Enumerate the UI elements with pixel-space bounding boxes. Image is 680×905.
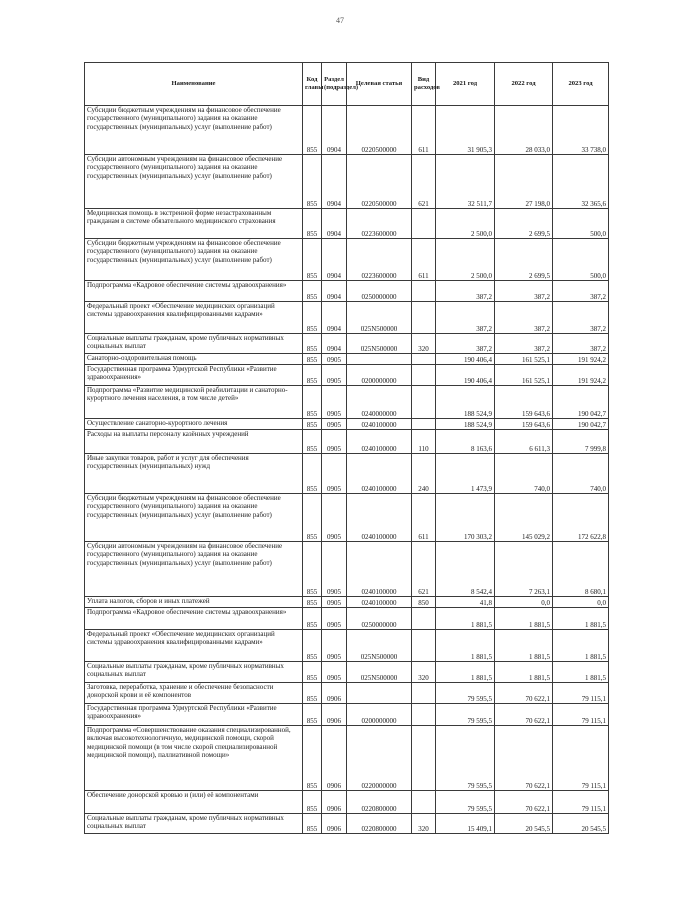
row-2022: 1 881,5 — [495, 608, 553, 630]
table-row — [85, 386, 609, 419]
row-2021: 8 542,4 — [436, 542, 495, 597]
row-name: Подпрограмма «Кадровое обеспечение системы здравоохранения» — [85, 281, 303, 302]
row-name: Социальные выплаты гражданам, кроме публичных нормативных социальных выплат — [85, 662, 303, 683]
table-row — [85, 494, 609, 542]
table-row — [85, 354, 609, 365]
row-section: 0904 — [322, 106, 347, 155]
row-code: 855 — [303, 281, 322, 302]
row-2021: 2 500,0 — [436, 209, 495, 239]
row-2022: 387,2 — [495, 302, 553, 334]
row-exp-type: 611 — [412, 106, 436, 155]
row-code: 855 — [303, 704, 322, 726]
row-2023: 7 999,8 — [553, 430, 609, 454]
row-exp-type: 240 — [412, 454, 436, 494]
row-article: 0240100000 — [347, 494, 412, 542]
row-2023: 1 881,5 — [553, 662, 609, 683]
row-name: Социальные выплаты гражданам, кроме публичных нормативных социальных выплат — [85, 814, 303, 834]
row-article: 0220500000 — [347, 106, 412, 155]
row-article: 0223600000 — [347, 239, 412, 281]
row-article: 025N500000 — [347, 302, 412, 334]
row-section: 0905 — [322, 419, 347, 430]
row-2021: 2 500,0 — [436, 239, 495, 281]
row-name: Государственная программа Удмуртской Республики «Развитие здравоохранения» — [85, 365, 303, 386]
table-row — [85, 662, 609, 683]
row-2022: 159 643,6 — [495, 419, 553, 430]
row-2023: 190 042,7 — [553, 386, 609, 419]
row-code: 855 — [303, 155, 322, 209]
row-exp-type — [412, 726, 436, 791]
row-2023: 191 924,2 — [553, 365, 609, 386]
row-2023: 500,0 — [553, 209, 609, 239]
row-section: 0905 — [322, 365, 347, 386]
table-row — [85, 726, 609, 791]
table-row — [85, 630, 609, 662]
row-2021: 1 881,5 — [436, 662, 495, 683]
row-2022: 2 699,5 — [495, 239, 553, 281]
table-row — [85, 155, 609, 209]
row-2022: 20 545,5 — [495, 814, 553, 834]
header-section: Раздел (подраздел) — [322, 63, 347, 106]
row-section: 0904 — [322, 155, 347, 209]
row-2022: 387,2 — [495, 334, 553, 354]
row-name: Государственная программа Удмуртской Республики «Развитие здравоохранения» — [85, 704, 303, 726]
row-2023: 1 881,5 — [553, 608, 609, 630]
row-code: 855 — [303, 239, 322, 281]
row-name: Подпрограмма «Развитие медицинской реабилитации и санаторно-курортного лечения населения, в том числе детей» — [85, 386, 303, 419]
row-article: 0240100000 — [347, 542, 412, 597]
row-code: 855 — [303, 430, 322, 454]
row-article: 0220800000 — [347, 814, 412, 834]
row-2021: 188 524,9 — [436, 419, 495, 430]
row-exp-type — [412, 683, 436, 704]
row-2021: 190 406,4 — [436, 365, 495, 386]
row-2023: 387,2 — [553, 281, 609, 302]
row-2023: 79 115,1 — [553, 726, 609, 791]
row-code: 855 — [303, 726, 322, 791]
table-row — [85, 302, 609, 334]
row-2021: 170 303,2 — [436, 494, 495, 542]
row-code: 855 — [303, 791, 322, 814]
row-section: 0904 — [322, 209, 347, 239]
row-2022: 161 525,1 — [495, 354, 553, 365]
row-2022: 70 622,1 — [495, 704, 553, 726]
table-row — [85, 334, 609, 354]
row-article: 025N500000 — [347, 334, 412, 354]
row-code: 855 — [303, 354, 322, 365]
row-section: 0905 — [322, 630, 347, 662]
row-code: 855 — [303, 209, 322, 239]
row-2023: 8 680,1 — [553, 542, 609, 597]
row-exp-type: 611 — [412, 494, 436, 542]
row-exp-type — [412, 608, 436, 630]
row-exp-type: 611 — [412, 239, 436, 281]
row-2022: 7 263,1 — [495, 542, 553, 597]
row-2021: 31 905,3 — [436, 106, 495, 155]
row-section: 0906 — [322, 791, 347, 814]
row-2023: 500,0 — [553, 239, 609, 281]
row-2023: 191 924,2 — [553, 354, 609, 365]
row-2022: 145 029,2 — [495, 494, 553, 542]
row-2022: 70 622,1 — [495, 726, 553, 791]
row-name: Федеральный проект «Обеспечение медицинских организаций системы здравоохранения квалифицированными кадрами» — [85, 630, 303, 662]
row-code: 855 — [303, 494, 322, 542]
row-article: 0220000000 — [347, 726, 412, 791]
row-section: 0906 — [322, 814, 347, 834]
table-row — [85, 791, 609, 814]
row-2022: 740,0 — [495, 454, 553, 494]
table-row — [85, 597, 609, 608]
row-2021: 32 511,7 — [436, 155, 495, 209]
row-exp-type: 621 — [412, 155, 436, 209]
row-2022: 28 033,0 — [495, 106, 553, 155]
row-article: 0240100000 — [347, 597, 412, 608]
row-exp-type — [412, 704, 436, 726]
row-2022: 27 198,0 — [495, 155, 553, 209]
row-2022: 6 611,3 — [495, 430, 553, 454]
row-exp-type — [412, 365, 436, 386]
table-row — [85, 542, 609, 597]
row-section: 0904 — [322, 302, 347, 334]
row-article: 0223600000 — [347, 209, 412, 239]
header-code: Код главы — [303, 63, 322, 106]
row-exp-type — [412, 419, 436, 430]
row-2022: 1 881,5 — [495, 662, 553, 683]
row-section: 0904 — [322, 281, 347, 302]
row-2022: 2 699,5 — [495, 209, 553, 239]
row-2023: 20 545,5 — [553, 814, 609, 834]
row-2023: 33 738,0 — [553, 106, 609, 155]
row-name: Субсидии бюджетным учреждениям на финансовое обеспечение государственного (муниципального) задания на оказание государственных (муниципальных) услуг (выполнение работ) — [85, 239, 303, 281]
row-name: Социальные выплаты гражданам, кроме публичных нормативных социальных выплат — [85, 334, 303, 354]
row-code: 855 — [303, 683, 322, 704]
row-2023: 387,2 — [553, 302, 609, 334]
header-exp-type: Вид расходов — [412, 63, 436, 106]
row-section: 0905 — [322, 662, 347, 683]
row-exp-type: 320 — [412, 662, 436, 683]
row-name: Осуществление санаторно-курортного лечения — [85, 419, 303, 430]
row-section: 0904 — [322, 239, 347, 281]
row-name: Субсидии бюджетным учреждениям на финансовое обеспечение государственного (муниципального) задания на оказание государственных (муниципальных) услуг (выполнение работ) — [85, 106, 303, 155]
row-2021: 190 406,4 — [436, 354, 495, 365]
row-2022: 387,2 — [495, 281, 553, 302]
row-name: Уплата налогов, сборов и иных платежей — [85, 597, 303, 608]
row-section: 0905 — [322, 494, 347, 542]
row-2023: 190 042,7 — [553, 419, 609, 430]
row-article: 0220800000 — [347, 791, 412, 814]
row-code: 855 — [303, 334, 322, 354]
row-section: 0906 — [322, 726, 347, 791]
row-2021: 188 524,9 — [436, 386, 495, 419]
row-name: Подпрограмма «Совершенствование оказания специализированной, включая высокотехнологичную, медицинской помощи, скорой медицинской помощи (в том числе скорой специализированной медицинской помощи), паллиативной помощи» — [85, 726, 303, 791]
row-code: 855 — [303, 302, 322, 334]
row-2022: 70 622,1 — [495, 683, 553, 704]
row-code: 855 — [303, 365, 322, 386]
row-article — [347, 683, 412, 704]
row-section: 0906 — [322, 683, 347, 704]
row-2023: 79 115,1 — [553, 704, 609, 726]
row-section: 0905 — [322, 430, 347, 454]
row-2021: 8 163,6 — [436, 430, 495, 454]
row-2023: 0,0 — [553, 597, 609, 608]
table-row — [85, 365, 609, 386]
row-section: 0905 — [322, 597, 347, 608]
row-exp-type: 110 — [412, 430, 436, 454]
row-name: Субсидии автономным учреждениям на финансовое обеспечение государственного (муниципального) задания на оказание государственных (муниципальных) услуг (выполнение работ) — [85, 155, 303, 209]
page-number: 47 — [336, 16, 344, 25]
header-article: Целевая статья — [347, 63, 412, 106]
table-row — [85, 419, 609, 430]
row-2021: 15 409,1 — [436, 814, 495, 834]
row-2021: 79 595,5 — [436, 683, 495, 704]
row-2023: 387,2 — [553, 334, 609, 354]
row-2021: 79 595,5 — [436, 704, 495, 726]
row-2021: 387,2 — [436, 334, 495, 354]
row-2021: 41,8 — [436, 597, 495, 608]
row-article: 0240100000 — [347, 419, 412, 430]
row-section: 0905 — [322, 608, 347, 630]
row-code: 855 — [303, 662, 322, 683]
row-section: 0905 — [322, 354, 347, 365]
row-article: 0220500000 — [347, 155, 412, 209]
row-exp-type: 621 — [412, 542, 436, 597]
row-article: 0250000000 — [347, 281, 412, 302]
row-2021: 1 881,5 — [436, 608, 495, 630]
row-2023: 740,0 — [553, 454, 609, 494]
row-2023: 1 881,5 — [553, 630, 609, 662]
table-row — [85, 430, 609, 454]
row-exp-type: 850 — [412, 597, 436, 608]
row-section: 0905 — [322, 386, 347, 419]
row-article: 0240000000 — [347, 386, 412, 419]
row-exp-type: 320 — [412, 814, 436, 834]
row-section: 0905 — [322, 542, 347, 597]
row-name: Медицинская помощь в экстренной форме незастрахованным гражданам в системе обязательного медицинского страхования — [85, 209, 303, 239]
row-article — [347, 354, 412, 365]
row-section: 0904 — [322, 334, 347, 354]
header-row — [85, 63, 609, 106]
row-2021: 387,2 — [436, 302, 495, 334]
row-article: 0240100000 — [347, 454, 412, 494]
row-2023: 32 365,6 — [553, 155, 609, 209]
row-code: 855 — [303, 106, 322, 155]
row-2023: 79 115,1 — [553, 683, 609, 704]
table-row — [85, 454, 609, 494]
table-row — [85, 814, 609, 834]
row-exp-type — [412, 281, 436, 302]
row-article: 0250000000 — [347, 608, 412, 630]
row-exp-type: 320 — [412, 334, 436, 354]
row-2022: 0,0 — [495, 597, 553, 608]
row-name: Субсидии автономным учреждениям на финансовое обеспечение государственного (муниципального) задания на оказание государственных (муниципальных) услуг (выполнение работ) — [85, 542, 303, 597]
row-exp-type — [412, 791, 436, 814]
row-2021: 1 881,5 — [436, 630, 495, 662]
row-article: 0200000000 — [347, 365, 412, 386]
row-code: 855 — [303, 814, 322, 834]
row-2022: 70 622,1 — [495, 791, 553, 814]
table-row — [85, 683, 609, 704]
row-exp-type — [412, 354, 436, 365]
row-code: 855 — [303, 597, 322, 608]
row-name: Подпрограмма «Кадровое обеспечение системы здравоохранения» — [85, 608, 303, 630]
row-2022: 159 643,6 — [495, 386, 553, 419]
table-row — [85, 209, 609, 239]
row-exp-type — [412, 630, 436, 662]
row-name: Иные закупки товаров, работ и услуг для обеспечения государственных (муниципальных) нужд — [85, 454, 303, 494]
row-name: Федеральный проект «Обеспечение медицинских организаций системы здравоохранения квалифицированными кадрами» — [85, 302, 303, 334]
row-2023: 79 115,1 — [553, 791, 609, 814]
row-name: Обеспечение донорской кровью и (или) её компонентами — [85, 791, 303, 814]
header-name: Наименование — [85, 63, 303, 106]
row-2021: 387,2 — [436, 281, 495, 302]
row-code: 855 — [303, 542, 322, 597]
row-exp-type — [412, 386, 436, 419]
row-exp-type — [412, 209, 436, 239]
row-code: 855 — [303, 608, 322, 630]
row-name: Субсидии бюджетным учреждениям на финансовое обеспечение государственного (муниципального) задания на оказание государственных (муниципальных) услуг (выполнение работ) — [85, 494, 303, 542]
table-row — [85, 239, 609, 281]
row-2021: 1 473,9 — [436, 454, 495, 494]
row-name: Санаторно-оздоровительная помощь — [85, 354, 303, 365]
row-article: 025N500000 — [347, 662, 412, 683]
row-section: 0905 — [322, 454, 347, 494]
row-2022: 161 525,1 — [495, 365, 553, 386]
row-2021: 79 595,5 — [436, 791, 495, 814]
header-2022: 2022 год — [495, 63, 553, 106]
table-row — [85, 281, 609, 302]
row-section: 0906 — [322, 704, 347, 726]
budget-table — [84, 62, 609, 834]
row-2021: 79 595,5 — [436, 726, 495, 791]
row-name: Заготовка, переработка, хранение и обеспечение безопасности донорской крови и её компонентов — [85, 683, 303, 704]
row-2022: 1 881,5 — [495, 630, 553, 662]
header-2023: 2023 год — [553, 63, 609, 106]
table-row — [85, 608, 609, 630]
row-name: Расходы на выплаты персоналу казённых учреждений — [85, 430, 303, 454]
row-2023: 172 622,8 — [553, 494, 609, 542]
header-2021: 2021 год — [436, 63, 495, 106]
table-row — [85, 704, 609, 726]
table-row — [85, 106, 609, 155]
row-code: 855 — [303, 454, 322, 494]
row-article: 0240100000 — [347, 430, 412, 454]
row-article: 025N500000 — [347, 630, 412, 662]
row-code: 855 — [303, 386, 322, 419]
row-code: 855 — [303, 419, 322, 430]
row-exp-type — [412, 302, 436, 334]
row-article: 0200000000 — [347, 704, 412, 726]
row-code: 855 — [303, 630, 322, 662]
